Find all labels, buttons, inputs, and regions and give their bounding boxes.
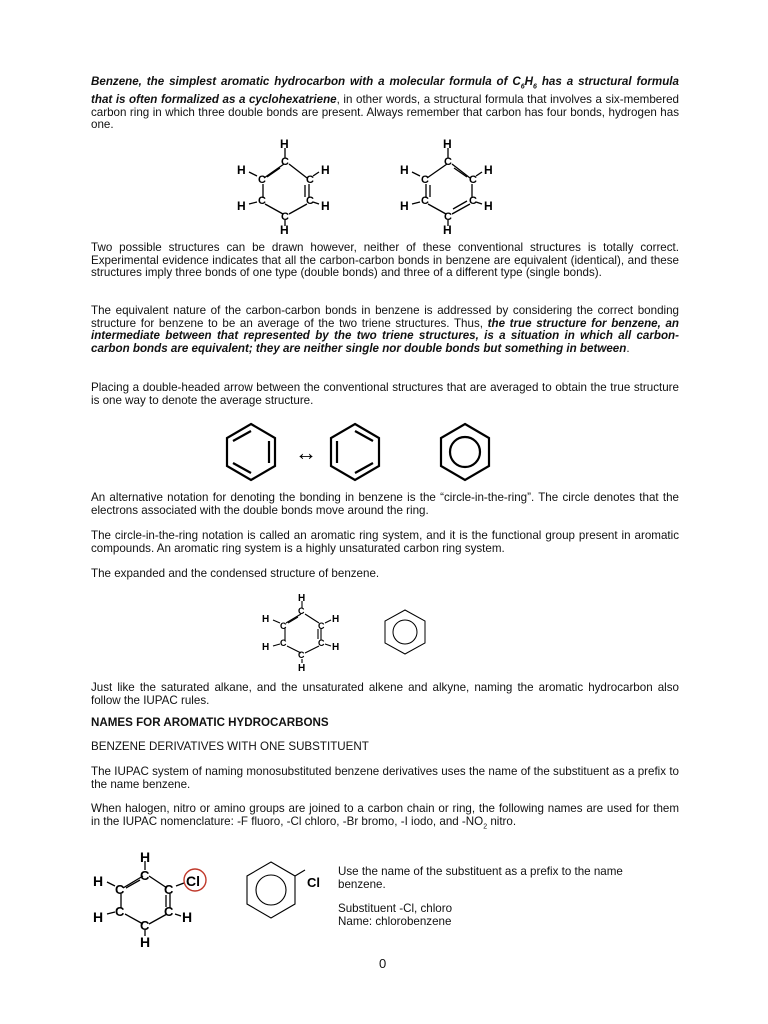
atom-c: C	[164, 904, 174, 919]
atom-h: H	[93, 909, 104, 925]
atom-h: H	[237, 199, 246, 213]
atom-h: H	[400, 163, 409, 177]
atom-h: H	[298, 593, 306, 604]
kekule-structure-1	[237, 138, 330, 237]
paragraph-equivalent-bonds: The equivalent nature of the carbon-carbon bonds in benzene is addressed by considering the correct bonding structure for benzene to be an average of the two triene structures. Thus, the true structure for benzene, an intermediate between that represented by the two triene structures, is a situation in which all carbon-carbon bonds are equivalent; they are neither single nor double bonds but something in between.	[91, 304, 679, 355]
paragraph-substituent-names: When halogen, nitro or amino groups are joined to a carbon chain or ring, the following names are used for them in the IUPAC nomenclature: -F fluoro, -Cl chloro, -Br bromo, -I iodo, and $-NO_2$ nitro.	[91, 802, 679, 830]
atom-h: H	[332, 642, 340, 653]
atom-h: H	[262, 614, 270, 625]
chlorobenzene-expanded	[91, 850, 221, 950]
atom-c: C	[115, 904, 125, 919]
atom-cl: Cl	[186, 873, 200, 889]
atom-h: H	[443, 223, 452, 237]
paragraph-iupac-rules: Just like the saturated alkane, and the unsaturated alkene and alkyne, naming the aromatic hydrocarbon also follow the IUPAC rules.	[91, 681, 679, 707]
kekule-structure-2	[400, 138, 493, 237]
atom-h: H	[237, 163, 246, 177]
atom-c: C	[318, 621, 325, 631]
resonance-structures	[223, 420, 523, 492]
atom-cl: Cl	[307, 875, 320, 890]
atom-c: C	[306, 174, 314, 186]
paragraph-two-structures: Two possible structures can be drawn however, neither of these conventional structures is totally correct. Experimental evidence indicates that all the carbon-carbon bonds in benzene are equivalent (identical), and these structures imply three bonds of one type (double bonds) and three of a different type (single bonds).	[91, 241, 679, 280]
chlorobenzene-caption	[338, 866, 668, 928]
atom-c: C	[318, 638, 325, 648]
atom-c: C	[298, 650, 305, 660]
atom-h: H	[140, 850, 151, 865]
atom-c: C	[421, 195, 429, 207]
atom-c: C	[421, 174, 429, 186]
expanded-benzene	[262, 593, 339, 674]
atom-h: H	[443, 138, 452, 151]
resonance-structure-1	[227, 424, 275, 480]
atom-h: H	[332, 614, 340, 625]
paragraph-circle-notation: An alternative notation for denoting the bonding in benzene is the “circle-in-the-ring”. The circle denotes that the electrons associated with the double bonds move around the ring.	[91, 491, 679, 517]
atom-c: C	[280, 638, 287, 648]
atom-c: C	[258, 195, 266, 207]
atom-c: C	[140, 918, 150, 933]
atom-h: H	[484, 199, 493, 213]
atom-h: H	[140, 934, 151, 950]
caption-line: Name: chlorobenzene	[338, 914, 452, 928]
atom-h: H	[182, 909, 193, 925]
atom-c: C	[280, 621, 287, 631]
chlorobenzene-condensed	[243, 858, 333, 930]
page-number: 0	[379, 956, 387, 971]
condensed-benzene	[385, 610, 425, 654]
atom-h: H	[298, 663, 306, 674]
atom-h: H	[93, 873, 104, 889]
atom-c: C	[258, 174, 266, 186]
atom-c: C	[469, 174, 477, 186]
caption-line: Use the name of the substituent as a prefix to the name	[338, 865, 623, 878]
atom-h: H	[280, 223, 289, 237]
atom-h: H	[262, 642, 270, 653]
atom-h: H	[400, 199, 409, 213]
paragraph-expanded-condensed: The expanded and the condensed structure of benzene.	[91, 567, 380, 580]
resonance-structure-2	[331, 424, 379, 480]
expanded-and-condensed-benzene	[255, 592, 455, 674]
atom-c: C	[140, 868, 150, 883]
intro-paragraph: Benzene, the simplest aromatic hydrocarbon with a molecular formula of $C_6H_6$ has a structural formula that is often formalized as a cyclohexatriene, in other words, a structural formula that involves a six-membered carbon ring in which three double bonds are present. Always remember that carbon has four bonds, hydrogen has one.	[91, 75, 679, 132]
paragraph-double-arrow: Placing a double-headed arrow between the conventional structures that are averaged to obtain the true structure is one way to denote the average structure.	[91, 381, 679, 407]
paragraph-aromatic-ring-system: The circle-in-the-ring notation is called an aromatic ring system, and it is the functional group present in aromatic compounds. An aromatic ring system is a highly unsaturated carbon ring system.	[91, 529, 679, 555]
atom-c: C	[444, 156, 452, 168]
caption-line: Substituent -Cl, chloro	[338, 902, 453, 916]
circle-in-ring-structure	[441, 424, 489, 480]
atom-c: C	[115, 882, 125, 897]
caption-line: benzene.	[338, 877, 386, 891]
atom-c: C	[298, 606, 305, 616]
atom-c: C	[164, 882, 174, 897]
atom-h: H	[321, 163, 330, 177]
atom-c: C	[469, 195, 477, 207]
atom-c: C	[281, 211, 289, 223]
atom-c: C	[306, 195, 314, 207]
double-headed-arrow: ↔	[295, 440, 317, 465]
section-subheading: BENZENE DERIVATIVES WITH ONE SUBSTITUENT	[91, 740, 369, 753]
atom-h: H	[484, 163, 493, 177]
paragraph-monosubstituted: The IUPAC system of naming monosubstituted benzene derivatives uses the name of the substituent as a prefix to the name benzene.	[91, 765, 679, 791]
atom-c: C	[281, 156, 289, 168]
atom-h: H	[321, 199, 330, 213]
atom-c: C	[444, 211, 452, 223]
kekule-structures-expanded	[227, 138, 507, 238]
section-heading: NAMES FOR AROMATIC HYDROCARBONS	[91, 716, 329, 729]
atom-h: H	[280, 138, 289, 151]
